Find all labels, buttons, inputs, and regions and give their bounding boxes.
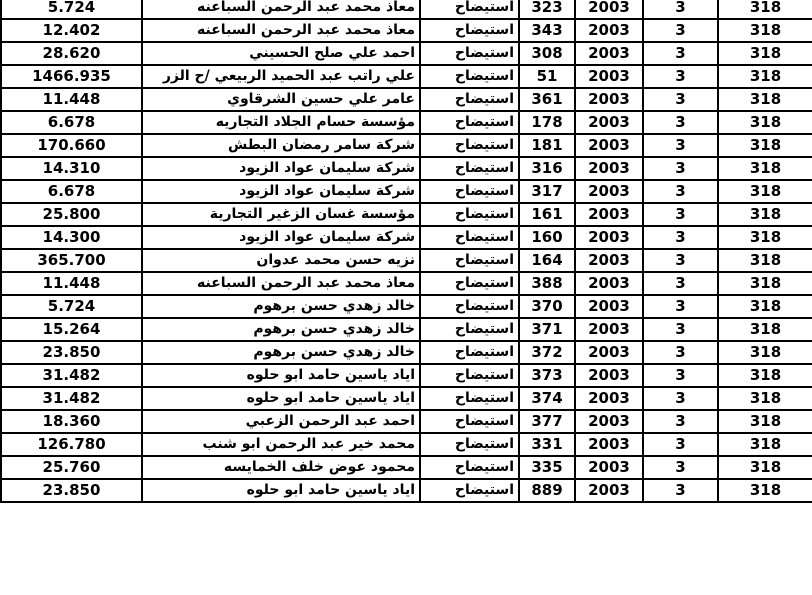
ref-cell: 318	[718, 249, 812, 272]
code-cell: 3	[643, 203, 718, 226]
name-cell: مؤسسة غسان الزغير التجارية	[142, 203, 420, 226]
table-row	[1, 318, 812, 341]
table-row	[1, 295, 812, 318]
table-row	[1, 42, 812, 65]
type-cell: استيضاح	[420, 272, 519, 295]
number-cell: 388	[519, 272, 575, 295]
table-row	[1, 19, 812, 42]
code-cell: 3	[643, 433, 718, 456]
amount-cell: 126.780	[1, 433, 142, 456]
type-cell: استيضاح	[420, 134, 519, 157]
number-cell: 372	[519, 341, 575, 364]
name-cell: علي راتب عبد الحميد الربيعي /ح الزر	[142, 65, 420, 88]
type-cell: استيضاح	[420, 456, 519, 479]
code-cell: 3	[643, 364, 718, 387]
amount-cell: 14.300	[1, 226, 142, 249]
year-cell: 2003	[575, 341, 643, 364]
ref-cell: 318	[718, 341, 812, 364]
amount-cell: 11.448	[1, 272, 142, 295]
code-cell: 3	[643, 180, 718, 203]
year-cell: 2003	[575, 134, 643, 157]
table-row	[1, 65, 812, 88]
table-row	[1, 226, 812, 249]
number-cell: 181	[519, 134, 575, 157]
type-cell: استيضاح	[420, 479, 519, 502]
amount-cell: 170.660	[1, 134, 142, 157]
name-cell: اياد ياسين حامد ابو حلوه	[142, 364, 420, 387]
ref-cell: 318	[718, 42, 812, 65]
table-row	[1, 410, 812, 433]
name-cell: خالد زهدي حسن برهوم	[142, 341, 420, 364]
table-row	[1, 111, 812, 134]
type-cell: استيضاح	[420, 318, 519, 341]
number-cell: 343	[519, 19, 575, 42]
code-cell: 3	[643, 387, 718, 410]
name-cell: شركة سليمان عواد الزيود	[142, 226, 420, 249]
number-cell: 317	[519, 180, 575, 203]
year-cell: 2003	[575, 203, 643, 226]
amount-cell: 11.448	[1, 88, 142, 111]
amount-cell: 6.678	[1, 180, 142, 203]
table-row	[1, 341, 812, 364]
ref-cell: 318	[718, 272, 812, 295]
code-cell: 3	[643, 134, 718, 157]
year-cell: 2003	[575, 65, 643, 88]
amount-cell: 15.264	[1, 318, 142, 341]
year-cell: 2003	[575, 272, 643, 295]
type-cell: استيضاح	[420, 0, 519, 19]
type-cell: استيضاح	[420, 88, 519, 111]
amount-cell: 365.700	[1, 249, 142, 272]
ref-cell: 318	[718, 0, 812, 19]
year-cell: 2003	[575, 111, 643, 134]
name-cell: عامر علي حسين الشرقاوي	[142, 88, 420, 111]
type-cell: استيضاح	[420, 65, 519, 88]
code-cell: 3	[643, 249, 718, 272]
code-cell: 3	[643, 88, 718, 111]
table-row	[1, 249, 812, 272]
type-cell: استيضاح	[420, 226, 519, 249]
number-cell: 308	[519, 42, 575, 65]
amount-cell: 31.482	[1, 364, 142, 387]
type-cell: استيضاح	[420, 203, 519, 226]
type-cell: استيضاح	[420, 42, 519, 65]
name-cell: احمد علي صلح الحسيني	[142, 42, 420, 65]
type-cell: استيضاح	[420, 180, 519, 203]
type-cell: استيضاح	[420, 249, 519, 272]
table-row	[1, 180, 812, 203]
amount-cell: 5.724	[1, 0, 142, 19]
ref-cell: 318	[718, 134, 812, 157]
name-cell: محمود عوض خلف الخمايسه	[142, 456, 420, 479]
amount-cell: 6.678	[1, 111, 142, 134]
code-cell: 3	[643, 295, 718, 318]
number-cell: 331	[519, 433, 575, 456]
year-cell: 2003	[575, 42, 643, 65]
year-cell: 2003	[575, 180, 643, 203]
ref-cell: 318	[718, 88, 812, 111]
amount-cell: 25.800	[1, 203, 142, 226]
name-cell: اياد ياسين حامد ابو حلوه	[142, 479, 420, 502]
year-cell: 2003	[575, 410, 643, 433]
table-row	[1, 433, 812, 456]
code-cell: 3	[643, 111, 718, 134]
amount-cell: 14.310	[1, 157, 142, 180]
number-cell: 323	[519, 0, 575, 19]
name-cell: معاذ محمد عبد الرحمن السباعنه	[142, 272, 420, 295]
name-cell: احمد عبد الرحمن الزعبي	[142, 410, 420, 433]
ref-cell: 318	[718, 410, 812, 433]
year-cell: 2003	[575, 318, 643, 341]
table-row	[1, 272, 812, 295]
table-row	[1, 0, 812, 19]
amount-cell: 31.482	[1, 387, 142, 410]
amount-cell: 12.402	[1, 19, 142, 42]
table-row	[1, 364, 812, 387]
code-cell: 3	[643, 19, 718, 42]
name-cell: معاذ محمد عبد الرحمن السباعنه	[142, 0, 420, 19]
number-cell: 164	[519, 249, 575, 272]
type-cell: استيضاح	[420, 341, 519, 364]
number-cell: 370	[519, 295, 575, 318]
table-row	[1, 479, 812, 502]
ref-cell: 318	[718, 111, 812, 134]
code-cell: 3	[643, 226, 718, 249]
code-cell: 3	[643, 42, 718, 65]
name-cell: محمد خير عبد الرحمن ابو شنب	[142, 433, 420, 456]
code-cell: 3	[643, 318, 718, 341]
number-cell: 160	[519, 226, 575, 249]
table-row	[1, 387, 812, 410]
year-cell: 2003	[575, 479, 643, 502]
code-cell: 3	[643, 157, 718, 180]
year-cell: 2003	[575, 157, 643, 180]
type-cell: استيضاح	[420, 364, 519, 387]
type-cell: استيضاح	[420, 295, 519, 318]
type-cell: استيضاح	[420, 157, 519, 180]
year-cell: 2003	[575, 88, 643, 111]
ref-cell: 318	[718, 180, 812, 203]
amount-cell: 23.850	[1, 341, 142, 364]
name-cell: نزيه حسن محمد عدوان	[142, 249, 420, 272]
name-cell: خالد زهدي حسن برهوم	[142, 318, 420, 341]
name-cell: شركة سامر رمضان البطش	[142, 134, 420, 157]
code-cell: 3	[643, 410, 718, 433]
ref-cell: 318	[718, 19, 812, 42]
ref-cell: 318	[718, 387, 812, 410]
table-row	[1, 456, 812, 479]
number-cell: 316	[519, 157, 575, 180]
number-cell: 161	[519, 203, 575, 226]
amount-cell: 25.760	[1, 456, 142, 479]
number-cell: 373	[519, 364, 575, 387]
code-cell: 3	[643, 65, 718, 88]
ref-cell: 318	[718, 456, 812, 479]
name-cell: شركة سليمان عواد الزيود	[142, 157, 420, 180]
code-cell: 3	[643, 479, 718, 502]
ref-cell: 318	[718, 203, 812, 226]
type-cell: استيضاح	[420, 387, 519, 410]
ref-cell: 318	[718, 433, 812, 456]
number-cell: 51	[519, 65, 575, 88]
amount-cell: 28.620	[1, 42, 142, 65]
code-cell: 3	[643, 0, 718, 19]
table-row	[1, 134, 812, 157]
year-cell: 2003	[575, 456, 643, 479]
type-cell: استيضاح	[420, 410, 519, 433]
code-cell: 3	[643, 341, 718, 364]
ref-cell: 318	[718, 65, 812, 88]
number-cell: 374	[519, 387, 575, 410]
table-row	[1, 203, 812, 226]
table-row	[1, 88, 812, 111]
ref-cell: 318	[718, 157, 812, 180]
year-cell: 2003	[575, 19, 643, 42]
number-cell: 361	[519, 88, 575, 111]
amount-cell: 5.724	[1, 295, 142, 318]
number-cell: 335	[519, 456, 575, 479]
year-cell: 2003	[575, 249, 643, 272]
year-cell: 2003	[575, 0, 643, 19]
type-cell: استيضاح	[420, 111, 519, 134]
code-cell: 3	[643, 456, 718, 479]
name-cell: شركة سليمان عواد الزيود	[142, 180, 420, 203]
number-cell: 889	[519, 479, 575, 502]
name-cell: معاذ محمد عبد الرحمن السباعنه	[142, 19, 420, 42]
amount-cell: 23.850	[1, 479, 142, 502]
ref-cell: 318	[718, 295, 812, 318]
year-cell: 2003	[575, 433, 643, 456]
number-cell: 371	[519, 318, 575, 341]
code-cell: 3	[643, 272, 718, 295]
ref-cell: 318	[718, 364, 812, 387]
ref-cell: 318	[718, 318, 812, 341]
number-cell: 377	[519, 410, 575, 433]
name-cell: اياد ياسين حامد ابو حلوه	[142, 387, 420, 410]
type-cell: استيضاح	[420, 433, 519, 456]
table-row	[1, 157, 812, 180]
type-cell: استيضاح	[420, 19, 519, 42]
year-cell: 2003	[575, 295, 643, 318]
year-cell: 2003	[575, 364, 643, 387]
amount-cell: 1466.935	[1, 65, 142, 88]
ref-cell: 318	[718, 226, 812, 249]
name-cell: مؤسسة حسام الجلاد التجاريه	[142, 111, 420, 134]
year-cell: 2003	[575, 387, 643, 410]
year-cell: 2003	[575, 226, 643, 249]
amount-cell: 18.360	[1, 410, 142, 433]
ref-cell: 318	[718, 479, 812, 502]
number-cell: 178	[519, 111, 575, 134]
name-cell: خالد زهدي حسن برهوم	[142, 295, 420, 318]
